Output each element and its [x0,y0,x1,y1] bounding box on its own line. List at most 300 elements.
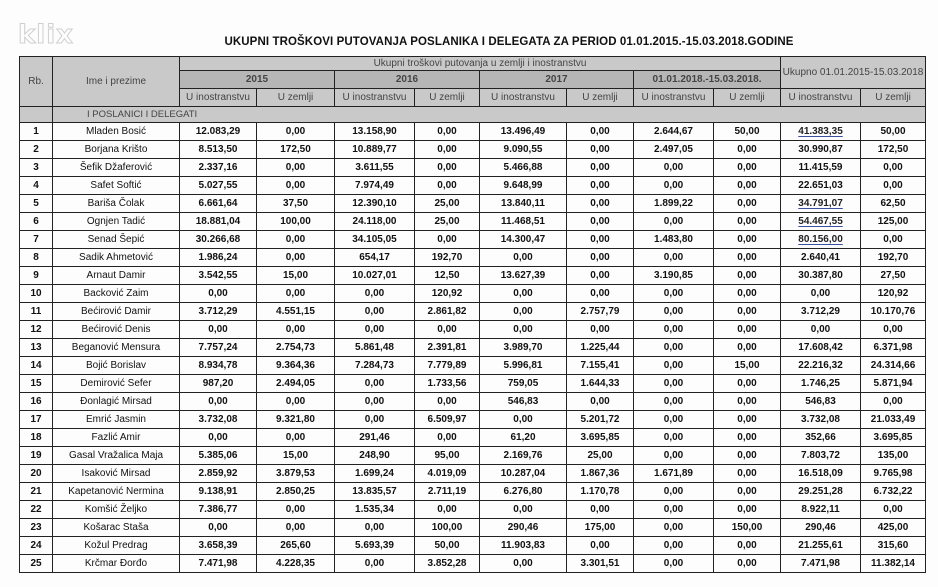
amount-cell: 0,00 [634,285,714,303]
member-name: Fazlić Amir [53,429,180,447]
table-row [20,519,926,537]
amount-cell: 546,83 [781,393,861,411]
amount-cell: 30.990,87 [781,141,861,159]
amount-cell: 0,00 [480,555,567,573]
amount-cell: 18.881,04 [180,213,257,231]
amount-cell: 5.861,48 [335,339,415,357]
amount-cell: 0,00 [634,393,714,411]
amount-cell: 0,00 [415,123,480,141]
table-row [20,213,926,231]
amount-cell: 0,00 [714,321,781,339]
table-row [20,411,926,429]
amount-cell: 0,00 [480,321,567,339]
amount-cell [781,213,861,231]
subheader-home: U zemlji [714,89,781,107]
amount-cell: 0,00 [567,249,634,267]
amount-cell: 21.033,49 [861,411,926,429]
amount-cell: 9.138,91 [180,483,257,501]
amount-cell: 172,50 [861,141,926,159]
amount-cell: 0,00 [714,465,781,483]
amount-cell: 5.385,06 [180,447,257,465]
amount-cell: 5.871,94 [861,375,926,393]
row-number: 20 [20,465,53,483]
amount-cell: 192,70 [861,249,926,267]
amount-cell: 1.699,24 [335,465,415,483]
amount-cell: 2.754,73 [257,339,335,357]
member-name: Gasal Vražalica Maja [53,447,180,465]
amount-cell: 120,92 [415,285,480,303]
amount-cell: 0,00 [861,393,926,411]
amount-cell: 0,00 [714,177,781,195]
amount-cell: 0,00 [714,537,781,555]
header-period-2017: 2017 [480,71,634,89]
row-number: 5 [20,195,53,213]
member-name: Mladen Bosić [53,123,180,141]
member-name: Kapetanović Nermina [53,483,180,501]
member-name: Arnaut Damir [53,267,180,285]
amount-cell: 0,00 [180,285,257,303]
amount-cell: 2.337,16 [180,159,257,177]
amount-cell: 0,00 [634,429,714,447]
amount-cell: 0,00 [634,501,714,519]
amount-cell: 9.321,80 [257,411,335,429]
member-name: Emrić Jasmin [53,411,180,429]
row-number: 24 [20,537,53,555]
amount-cell: 0,00 [567,123,634,141]
amount-cell: 0,00 [567,267,634,285]
amount-cell: 0,00 [335,393,415,411]
amount-cell: 0,00 [634,303,714,321]
row-number: 16 [20,393,53,411]
amount-cell: 1.644,33 [567,375,634,393]
amount-cell: 0,00 [257,249,335,267]
amount-cell: 13.840,11 [480,195,567,213]
amount-cell: 0,00 [714,393,781,411]
row-number: 8 [20,249,53,267]
amount-cell: 4.551,15 [257,303,335,321]
amount-cell: 3.190,85 [634,267,714,285]
amount-cell: 1.733,56 [415,375,480,393]
amount-cell: 5.996,81 [480,357,567,375]
amount-cell: 21.255,61 [781,537,861,555]
amount-cell: 1.671,89 [634,465,714,483]
member-name: Demirović Sefer [53,375,180,393]
amount-cell: 3.695,85 [861,429,926,447]
amount-cell: 4.228,35 [257,555,335,573]
member-name: Kožul Predrag [53,537,180,555]
amount-cell: 120,92 [861,285,926,303]
amount-cell: 987,20 [180,375,257,393]
amount-cell: 125,00 [861,213,926,231]
amount-cell: 0,00 [714,375,781,393]
member-name: Bećirović Damir [53,303,180,321]
table-row [20,429,926,447]
amount-cell: 2.861,82 [415,303,480,321]
subheader-home: U zemlji [861,89,926,107]
amount-cell: 0,00 [257,231,335,249]
amount-cell: 0,00 [634,177,714,195]
amount-cell: 1.535,34 [335,501,415,519]
amount-cell: 1.483,80 [634,231,714,249]
subheader-home: U zemlji [567,89,634,107]
amount-cell: 175,00 [567,519,634,537]
amount-cell: 0,00 [480,303,567,321]
amount-cell: 11.382,14 [861,555,926,573]
amount-cell: 25,00 [567,447,634,465]
amount-cell: 7.155,41 [567,357,634,375]
table-row [20,483,926,501]
member-name: Borjana Krišto [53,141,180,159]
amount-cell: 546,83 [480,393,567,411]
amount-cell: 0,00 [714,159,781,177]
amount-cell: 50,00 [714,123,781,141]
amount-cell: 3.712,29 [180,303,257,321]
table-row [20,537,926,555]
row-number: 11 [20,303,53,321]
table-row [20,393,926,411]
amount-cell: 0,00 [335,321,415,339]
amount-cell: 10.027,01 [335,267,415,285]
amount-cell: 3.712,29 [781,303,861,321]
amount-cell: 0,00 [335,375,415,393]
header-period-2016: 2016 [335,71,480,89]
member-name: Bariša Čolak [53,195,180,213]
amount-cell: 0,00 [634,483,714,501]
amount-cell: 0,00 [415,393,480,411]
amount-cell: 2.169,76 [480,447,567,465]
amount-cell: 15,00 [714,357,781,375]
row-number: 3 [20,159,53,177]
amount-cell: 1.867,36 [567,465,634,483]
table-row [20,195,926,213]
amount-cell: 0,00 [634,555,714,573]
amount-cell: 0,00 [714,339,781,357]
amount-cell: 9.090,55 [480,141,567,159]
member-name: Safet Softić [53,177,180,195]
amount-cell: 25,00 [415,213,480,231]
amount-cell: 0,00 [861,231,926,249]
amount-cell: 0,00 [567,195,634,213]
handwritten-underline-value: 54.467,55 [798,216,843,227]
subheader-abroad: U inostranstvu [781,89,861,107]
amount-cell: 0,00 [634,537,714,555]
amount-cell: 14.300,47 [480,231,567,249]
amount-cell: 0,00 [257,519,335,537]
table-row [20,267,926,285]
amount-cell: 0,00 [335,285,415,303]
amount-cell: 0,00 [634,249,714,267]
amount-cell: 100,00 [415,519,480,537]
amount-cell: 100,00 [257,213,335,231]
amount-cell: 0,00 [634,447,714,465]
amount-cell: 0,00 [415,231,480,249]
amount-cell: 0,00 [714,285,781,303]
amount-cell: 12,50 [415,267,480,285]
amount-cell: 7.974,49 [335,177,415,195]
table-row [20,249,926,267]
amount-cell: 0,00 [335,411,415,429]
table-row [20,159,926,177]
member-name: Ognjen Tadić [53,213,180,231]
amount-cell: 0,00 [567,231,634,249]
amount-cell: 0,00 [480,411,567,429]
amount-cell: 0,00 [861,177,926,195]
amount-cell: 0,00 [567,321,634,339]
row-number: 6 [20,213,53,231]
subheader-abroad: U inostranstvu [180,89,257,107]
amount-cell: 0,00 [567,501,634,519]
amount-cell: 3.852,28 [415,555,480,573]
amount-cell: 12.083,29 [180,123,257,141]
amount-cell: 0,00 [335,519,415,537]
header-rb: Rb. [20,57,53,107]
amount-cell: 22.651,03 [781,177,861,195]
member-name: Senad Šepić [53,231,180,249]
amount-cell: 7.779,89 [415,357,480,375]
amount-cell: 0,00 [634,411,714,429]
amount-cell: 10.889,77 [335,141,415,159]
amount-cell: 7.471,98 [180,555,257,573]
amount-cell: 12.390,10 [335,195,415,213]
amount-cell: 50,00 [861,123,926,141]
amount-cell: 8.513,50 [180,141,257,159]
table-row [20,447,926,465]
amount-cell: 0,00 [480,285,567,303]
amount-cell: 1.899,22 [634,195,714,213]
amount-cell: 3.301,51 [567,555,634,573]
amount-cell: 11.468,51 [480,213,567,231]
amount-cell: 3.542,55 [180,267,257,285]
row-number: 22 [20,501,53,519]
subheader-abroad: U inostranstvu [634,89,714,107]
amount-cell: 5.693,39 [335,537,415,555]
row-number: 10 [20,285,53,303]
amount-cell: 0,00 [415,501,480,519]
amount-cell: 0,00 [257,123,335,141]
table-row [20,141,926,159]
amount-cell: 15,00 [257,447,335,465]
amount-cell: 13.835,57 [335,483,415,501]
amount-cell: 0,00 [180,429,257,447]
amount-cell: 25,00 [415,195,480,213]
amount-cell: 13.158,90 [335,123,415,141]
table-row [20,501,926,519]
amount-cell: 352,66 [781,429,861,447]
amount-cell: 0,00 [335,555,415,573]
amount-cell: 759,05 [480,375,567,393]
amount-cell: 7.757,24 [180,339,257,357]
amount-cell: 172,50 [257,141,335,159]
amount-cell: 3.879,53 [257,465,335,483]
table-row [20,339,926,357]
table-row [20,321,926,339]
row-number: 1 [20,123,53,141]
amount-cell: 0,00 [861,321,926,339]
amount-cell: 7.803,72 [781,447,861,465]
member-name: Sadik Ahmetović [53,249,180,267]
amount-cell: 3.732,08 [781,411,861,429]
amount-cell: 24.314,66 [861,357,926,375]
amount-cell: 2.640,41 [781,249,861,267]
member-name: Komšić Željko [53,501,180,519]
header-name: Ime i prezime [53,57,180,107]
amount-cell: 0,00 [257,393,335,411]
amount-cell: 24.118,00 [335,213,415,231]
amount-cell: 1.170,78 [567,483,634,501]
member-name: Beganović Mensura [53,339,180,357]
table-row [20,375,926,393]
amount-cell: 425,00 [861,519,926,537]
amount-cell: 2.644,67 [634,123,714,141]
amount-cell: 0,00 [415,429,480,447]
row-number: 14 [20,357,53,375]
amount-cell: 0,00 [714,501,781,519]
member-name: Đonlagić Mirsad [53,393,180,411]
amount-cell: 2.391,81 [415,339,480,357]
amount-cell [781,195,861,213]
amount-cell: 1.225,44 [567,339,634,357]
member-name: Šefik Džaferović [53,159,180,177]
amount-cell: 95,00 [415,447,480,465]
amount-cell: 30.266,68 [180,231,257,249]
amount-cell: 0,00 [714,213,781,231]
handwritten-underline-value: 34.791,07 [798,198,843,209]
table-row [20,303,926,321]
amount-cell: 0,00 [714,141,781,159]
amount-cell: 0,00 [567,537,634,555]
table-row [20,555,926,573]
row-number: 18 [20,429,53,447]
expenses-table [19,56,926,573]
handwritten-underline-value: 41.383,35 [798,126,843,137]
amount-cell: 1.746,25 [781,375,861,393]
amount-cell: 0,00 [861,501,926,519]
amount-cell: 34.105,05 [335,231,415,249]
row-number: 15 [20,375,53,393]
amount-cell: 6.371,98 [861,339,926,357]
amount-cell: 0,00 [415,159,480,177]
member-name: Backović Zaim [53,285,180,303]
section-row [20,107,926,123]
row-number: 9 [20,267,53,285]
amount-cell: 3.695,85 [567,429,634,447]
amount-cell: 6.661,64 [180,195,257,213]
amount-cell: 0,00 [257,285,335,303]
amount-cell: 11.903,83 [480,537,567,555]
table-row [20,357,926,375]
amount-cell: 5.201,72 [567,411,634,429]
amount-cell: 29.251,28 [781,483,861,501]
amount-cell: 8.934,78 [180,357,257,375]
amount-cell: 15,00 [257,267,335,285]
subheader-home: U zemlji [257,89,335,107]
amount-cell: 0,00 [714,447,781,465]
subheader-home: U zemlji [415,89,480,107]
row-number: 21 [20,483,53,501]
amount-cell: 0,00 [714,231,781,249]
table-row [20,285,926,303]
amount-cell: 6.732,22 [861,483,926,501]
amount-cell: 0,00 [714,429,781,447]
amount-cell: 290,46 [781,519,861,537]
table-row [20,177,926,195]
amount-cell: 3.658,39 [180,537,257,555]
amount-cell: 0,00 [634,339,714,357]
amount-cell: 27,50 [861,267,926,285]
amount-cell: 0,00 [714,555,781,573]
amount-cell: 2.859,92 [180,465,257,483]
amount-cell: 0,00 [634,159,714,177]
amount-cell: 0,00 [714,249,781,267]
row-number: 2 [20,141,53,159]
amount-cell: 37,50 [257,195,335,213]
row-number: 4 [20,177,53,195]
amount-cell: 135,00 [861,447,926,465]
amount-cell [781,123,861,141]
amount-cell: 315,60 [861,537,926,555]
amount-cell: 6.276,80 [480,483,567,501]
amount-cell: 0,00 [567,159,634,177]
amount-cell: 7.471,98 [781,555,861,573]
section-label: I POSLANICI I DELEGATI [53,107,926,123]
amount-cell: 10.287,04 [480,465,567,483]
subheader-abroad: U inostranstvu [480,89,567,107]
amount-cell: 5.027,55 [180,177,257,195]
amount-cell: 0,00 [567,285,634,303]
amount-cell: 2.497,05 [634,141,714,159]
amount-cell: 0,00 [180,321,257,339]
handwritten-underline-value: 80.156,00 [798,234,843,245]
amount-cell: 3.989,70 [480,339,567,357]
amount-cell: 0,00 [180,519,257,537]
header-total: Ukupno 01.01.2015-15.03.2018 [781,57,926,89]
table-row [20,465,926,483]
amount-cell: 2.850,25 [257,483,335,501]
amount-cell: 5.466,88 [480,159,567,177]
amount-cell: 62,50 [861,195,926,213]
table-row [20,123,926,141]
amount-cell: 4.019,09 [415,465,480,483]
amount-cell: 654,17 [335,249,415,267]
amount-cell: 0,00 [480,249,567,267]
amount-cell: 0,00 [781,321,861,339]
amount-cell: 0,00 [257,429,335,447]
amount-cell: 7.386,77 [180,501,257,519]
amount-cell: 0,00 [415,177,480,195]
amount-cell: 265,60 [257,537,335,555]
amount-cell: 8.922,11 [781,501,861,519]
subheader-abroad: U inostranstvu [335,89,415,107]
member-name: Bećirović Denis [53,321,180,339]
amount-cell: 7.284,73 [335,357,415,375]
table-row [20,231,926,249]
amount-cell: 0,00 [634,213,714,231]
amount-cell: 0,00 [634,321,714,339]
row-number: 17 [20,411,53,429]
amount-cell: 0,00 [714,195,781,213]
row-number: 12 [20,321,53,339]
amount-cell: 291,46 [335,429,415,447]
row-number: 13 [20,339,53,357]
row-number: 25 [20,555,53,573]
amount-cell: 61,20 [480,429,567,447]
amount-cell: 0,00 [567,177,634,195]
amount-cell: 0,00 [480,501,567,519]
amount-cell: 0,00 [567,141,634,159]
amount-cell: 248,90 [335,447,415,465]
amount-cell: 290,46 [480,519,567,537]
amount-cell: 192,70 [415,249,480,267]
